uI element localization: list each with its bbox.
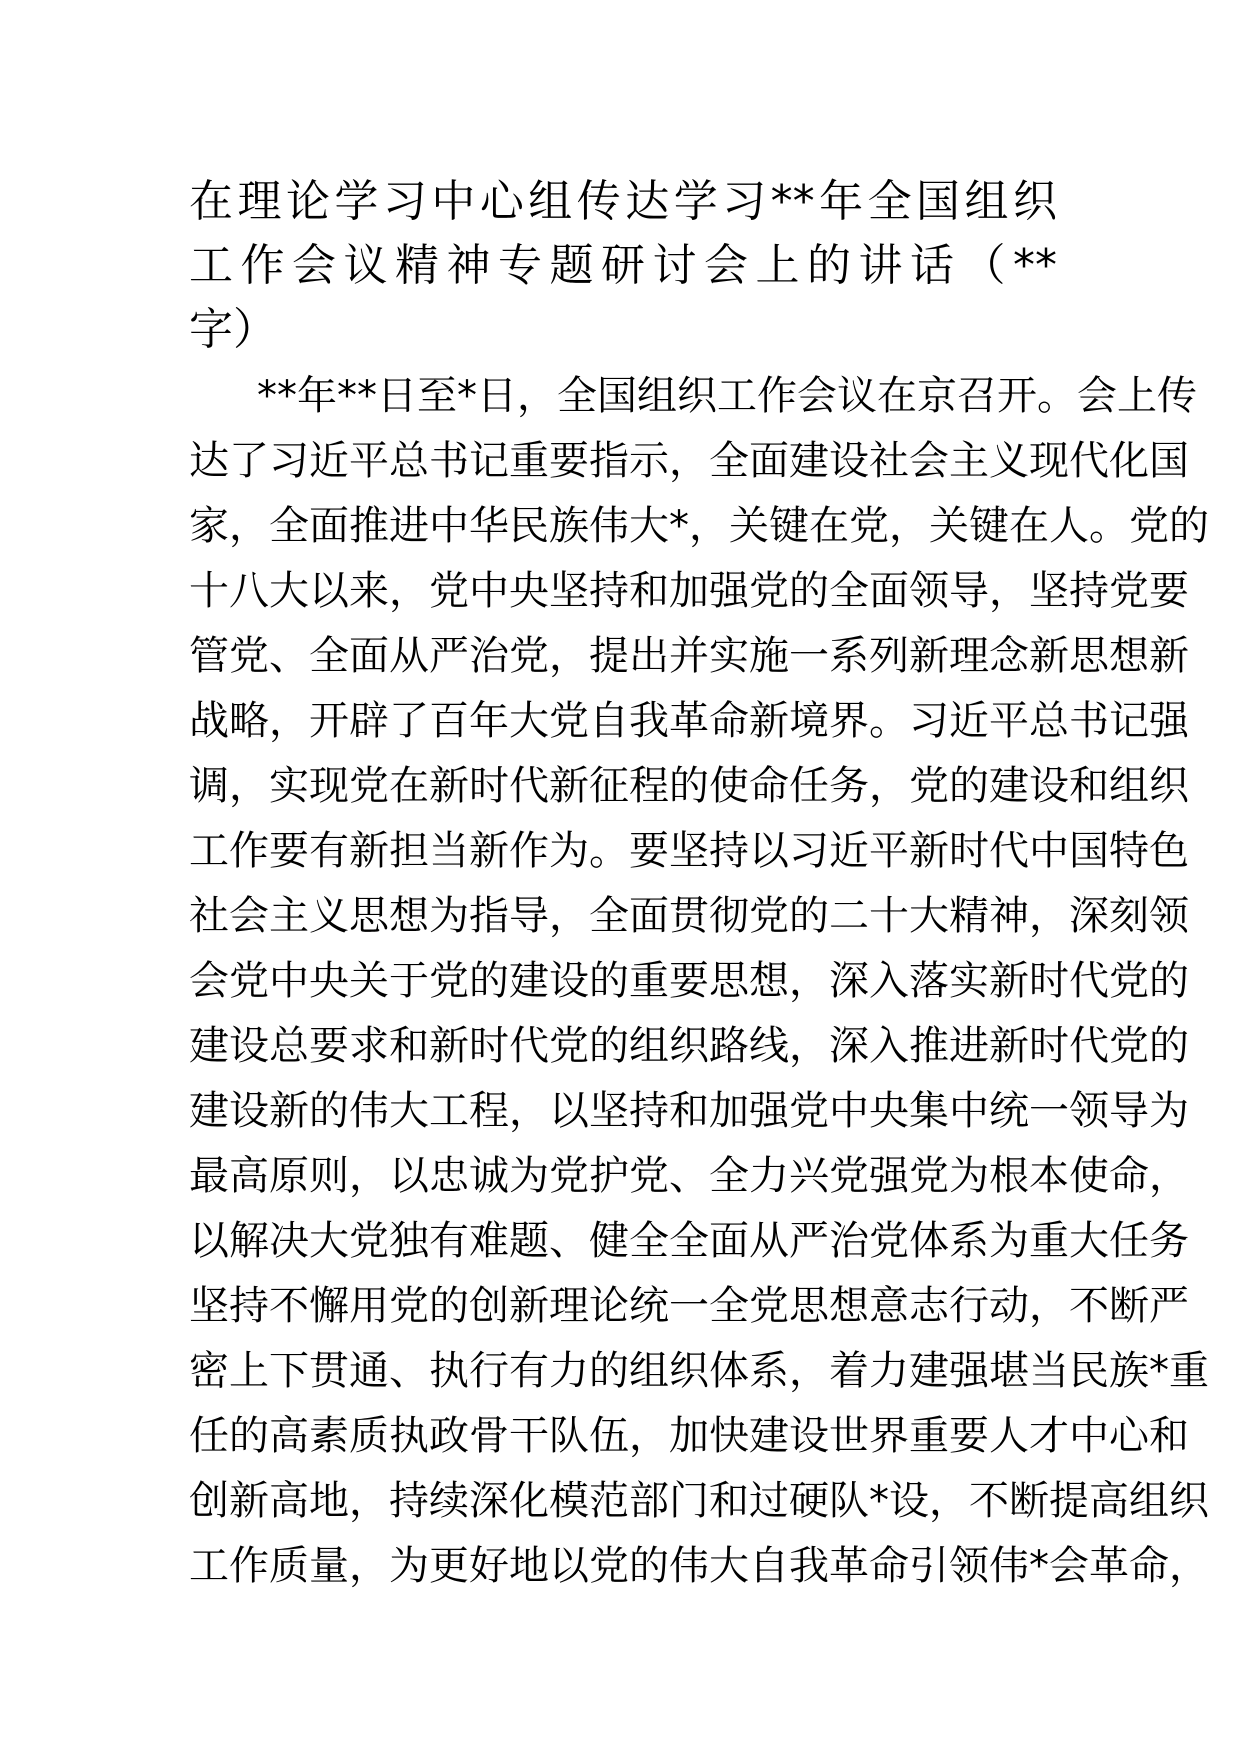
paragraph-line: 战略，开辟了百年大党自我革命新境界。习近平总书记强 xyxy=(189,698,1189,744)
paragraph-line: 密上下贯通、执行有力的组织体系，着力建强堪当民族*重 xyxy=(189,1348,1209,1394)
paragraph-line: 家，全面推进中华民族伟大*，关键在党，关键在人。党的 xyxy=(189,503,1209,549)
paragraph-line: 工作质量，为更好地以党的伟大自我革命引领伟*会革命， xyxy=(189,1543,1209,1589)
paragraph-line: 创新高地，持续深化模范部门和过硬队*设，不断提高组织 xyxy=(189,1478,1209,1524)
paragraph-line: 建设新的伟大工程，以坚持和加强党中央集中统一领导为 xyxy=(189,1088,1189,1134)
paragraph-line: 坚持不懈用党的创新理论统一全党思想意志行动，不断严 xyxy=(189,1283,1189,1329)
paragraph-line: **年**日至*日，全国组织工作会议在京召开。会上传 xyxy=(257,373,1197,419)
paragraph-line: 建设总要求和新时代党的组织路线，深入推进新时代党的 xyxy=(189,1023,1189,1069)
paragraph-line: 工作要有新担当新作为。要坚持以习近平新时代中国特色 xyxy=(189,828,1189,874)
title-line: 字） xyxy=(189,304,277,355)
paragraph-line: 管党、全面从严治党，提出并实施一系列新理念新思想新 xyxy=(189,633,1189,679)
title-line: 工作会议精神专题研讨会上的讲话（** xyxy=(189,240,1057,291)
paragraph-line: 十八大以来，党中央坚持和加强党的全面领导，坚持党要 xyxy=(189,568,1189,614)
paragraph-line: 任的高素质执政骨干队伍，加快建设世界重要人才中心和 xyxy=(189,1413,1189,1459)
paragraph-line: 调，实现党在新时代新征程的使命任务，党的建设和组织 xyxy=(189,763,1189,809)
title-line: 在理论学习中心组传达学习**年全国组织 xyxy=(189,176,1057,227)
paragraph-line: 会党中央关于党的建设的重要思想，深入落实新时代党的 xyxy=(189,958,1189,1004)
paragraph-line: 社会主义思想为指导，全面贯彻党的二十大精神，深刻领 xyxy=(189,893,1189,939)
paragraph-line: 最高原则，以忠诚为党护党、全力兴党强党为根本使命， xyxy=(189,1153,1189,1199)
paragraph-line: 达了习近平总书记重要指示，全面建设社会主义现代化国 xyxy=(189,438,1189,484)
paragraph-line: 以解决大党独有难题、健全全面从严治党体系为重大任务 xyxy=(189,1218,1189,1264)
